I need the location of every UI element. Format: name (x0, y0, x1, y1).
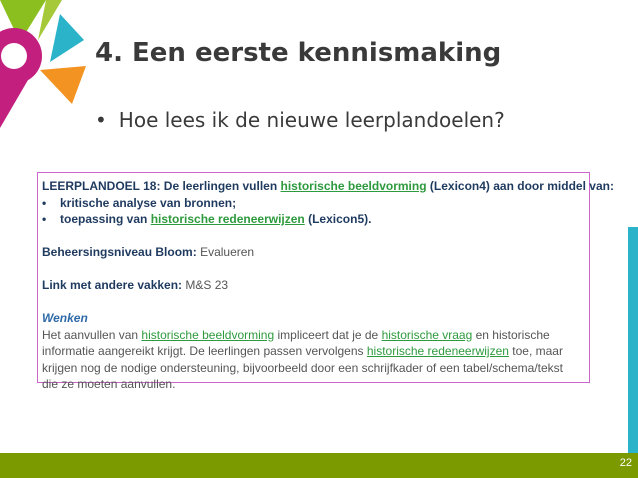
link-vakken-value: M&S 23 (185, 278, 229, 292)
slide-title: 4. Een eerste kennismaking (95, 38, 502, 68)
subtitle-text: Hoe lees ik de nieuwe leerplandoelen? (118, 108, 505, 132)
link-historische-vraag[interactable]: historische vraag (381, 327, 473, 342)
page-number: 22 (619, 457, 632, 469)
bullet-2-pre: toepassing van (60, 212, 148, 226)
bullet-2-post: (Lexicon5). (308, 212, 372, 226)
p2-a: informatie aangereikt krijgt. De leerlingen passen vervolgens (42, 344, 364, 358)
bullet-dot: • (42, 195, 47, 210)
goal-line (42, 178, 614, 195)
p1-c: en historische (475, 327, 550, 342)
bloom-value: Evalueren (200, 245, 255, 259)
goal-rest: (Lexicon4) aan door middel van: (429, 179, 614, 193)
link-vakken-line (42, 277, 585, 294)
bullet-item-1 (42, 195, 585, 212)
link-vakken-label: Link met andere vakken: (42, 278, 183, 292)
link-beeldvorming[interactable]: historische beeldvorming (141, 327, 275, 342)
bullet-dot: • (42, 212, 47, 226)
bloom-line (42, 244, 585, 261)
goal-label: LEERPLANDOEL 18: De leerlingen vullen (42, 179, 278, 193)
goal-link-beeldvorming[interactable]: historische beeldvorming (280, 179, 427, 193)
footer-bar (0, 453, 638, 478)
slide-subtitle (95, 108, 505, 132)
wenken-line-1 (42, 327, 585, 344)
link-redeneerwijzen-2[interactable]: historische redeneerwijzen (366, 344, 509, 358)
bullet-1-text: kritische analyse van bronnen; (60, 195, 237, 210)
p1-a: Het aanvullen van (42, 327, 139, 342)
subtitle-bullet: • (95, 108, 107, 132)
link-redeneerwijzen[interactable]: historische redeneerwijzen (150, 212, 305, 226)
wenken-line-4: die ze moeten aanvullen. (42, 377, 176, 391)
bullet-item-2 (42, 211, 585, 228)
p1-b: impliceert dat je de (277, 327, 379, 342)
teal-side-bar (628, 227, 638, 453)
logo-graphic (0, 0, 90, 130)
wenken-heading: Wenken (42, 311, 88, 325)
leerplandoel-box (37, 172, 614, 391)
wenken-line-3: krijgen nog de nodige ondersteuning, bijvoorbeeld door een schrijfkader of een tabel/schema/tekst (42, 360, 564, 375)
bloom-label: Beheersingsniveau Bloom: (42, 245, 197, 259)
p2-b: toe, maar (512, 344, 563, 358)
wenken-line-2 (42, 343, 585, 360)
